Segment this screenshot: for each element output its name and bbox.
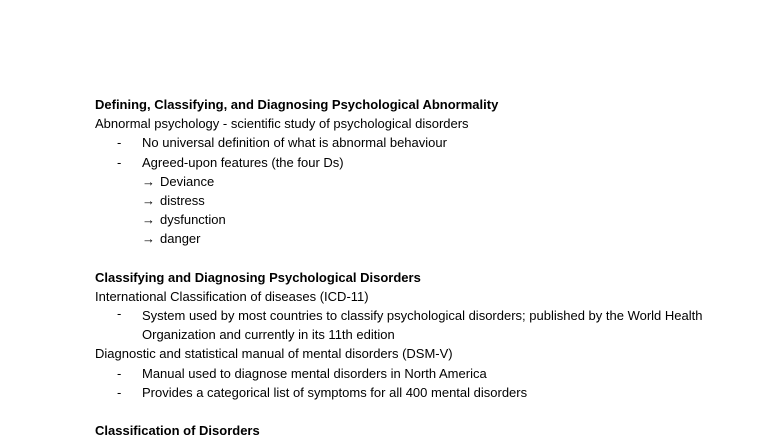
arrow-icon: → bbox=[142, 192, 155, 208]
list-item bbox=[95, 133, 735, 152]
list-item-text: No universal definition of what is abnormal behaviour bbox=[142, 135, 447, 151]
four-ds-item bbox=[95, 229, 735, 248]
four-ds-item bbox=[95, 172, 735, 191]
four-ds-item bbox=[95, 210, 735, 229]
list-item-text: Provides a categorical list of symptoms for all 400 mental disorders bbox=[142, 384, 528, 400]
list-item-text: Manual used to diagnose mental disorders in North America bbox=[142, 365, 487, 381]
list-item bbox=[95, 153, 735, 172]
blank-line bbox=[95, 249, 735, 268]
list-item bbox=[95, 306, 735, 344]
four-ds-label: dysfunction bbox=[160, 212, 226, 228]
list-item-text: System used by most countries to classify psychological disorders; published by the World Health Organization and currently in its 11th edition bbox=[142, 308, 703, 343]
icd-title: International Classification of diseases (ICD-11) bbox=[95, 288, 369, 304]
blank-line bbox=[95, 402, 735, 421]
dash-bullet: - bbox=[117, 154, 122, 170]
dsm-title: Diagnostic and statistical manual of mental disorders (DSM-V) bbox=[95, 346, 453, 362]
arrow-icon: → bbox=[142, 212, 155, 228]
section-heading-classification: Classification of Disorders bbox=[95, 423, 260, 439]
four-ds-label: danger bbox=[160, 231, 201, 247]
dash-bullet: - bbox=[117, 384, 122, 400]
document-body bbox=[95, 95, 735, 440]
dash-bullet: - bbox=[117, 135, 122, 151]
abnormal-psychology-definition: Abnormal psychology - scientific study of psychological disorders bbox=[95, 116, 469, 132]
four-ds-label: Deviance bbox=[160, 173, 215, 189]
arrow-icon: → bbox=[142, 231, 155, 247]
four-ds-item bbox=[95, 191, 735, 210]
dash-bullet: - bbox=[117, 365, 122, 381]
section-heading-defining: Defining, Classifying, and Diagnosing Psychological Abnormality bbox=[95, 97, 499, 112]
section-heading-classifying: Classifying and Diagnosing Psychological Disorders bbox=[95, 269, 421, 285]
four-ds-label: distress bbox=[160, 192, 205, 208]
arrow-icon: → bbox=[142, 173, 155, 189]
list-item bbox=[95, 364, 735, 383]
list-item-text: Agreed-upon features (the four Ds) bbox=[142, 154, 344, 170]
dash-bullet: - bbox=[117, 306, 122, 322]
list-item bbox=[95, 383, 735, 402]
